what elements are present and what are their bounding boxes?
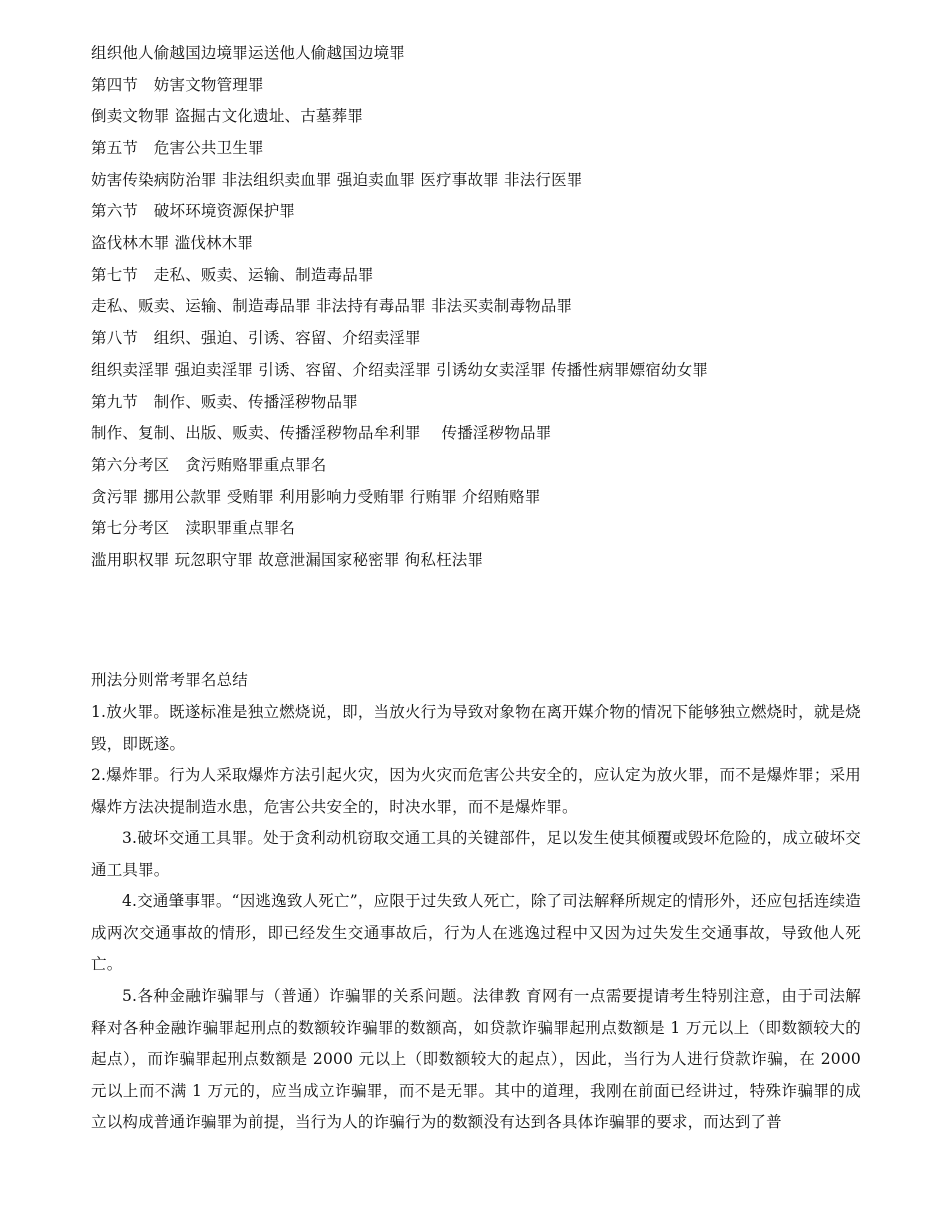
outline-line: 妨害传染病防治罪 非法组织卖血罪 强迫卖血罪 医疗事故罪 非法行医罪 (91, 171, 583, 189)
paragraph-financial-fraud: 5.各种金融诈骗罪与（普通）诈骗罪的关系问题。法律教 育网有一点需要提请考生特别注意，由于司法解释对各种金融诈骗罪起刑点的数额较诈骗罪的数额高，如贷款诈骗罪起刑点数额是 1 万元以上（即数额较大的起点），而诈骗罪起刑点数额是 2000 元以上（即数额较大的起点），因此，当行为人进行贷款诈骗，在 2000 元以上而不满 1 万元的，应当成立诈骗罪，而不是无罪。其中的道理，我刚在前面已经讲过，特殊诈骗罪的成立以构成普通诈骗罪为前提，当行为人的诈骗行为的数额没有达到各具体诈骗罪的要求，而达到了普 (91, 987, 861, 1131)
outline-line: 滥用职权罪 玩忽职守罪 故意泄漏国家秘密罪 徇私枉法罪 (91, 551, 484, 569)
summary-title: 刑法分则常考罪名总结 (91, 671, 249, 689)
paragraph-arson: 1.放火罪。既遂标准是独立燃烧说，即，当放火行为导致对象物在离开媒介物的情况下能够独立燃烧时，就是烧毁，即既遂。 (91, 703, 861, 753)
section-heading: 第七节 走私、贩卖、运输、制造毒品罪 (91, 266, 374, 284)
section-heading: 第五节 危害公共卫生罪 (91, 139, 264, 157)
section-heading: 第九节 制作、贩卖、传播淫秽物品罪 (91, 393, 358, 411)
paragraph-traffic-accident: 4.交通肇事罪。“因逃逸致人死亡”，应限于过失致人死亡，除了司法解释所规定的情形外，还应包括连续造成两次交通事故的情形，即已经发生交通事故后，行为人在逃逸过程中又因为过失发生交通事故，导致他人死亡。 (91, 892, 861, 973)
outline-line: 盗伐林木罪 滥伐林木罪 (91, 234, 254, 252)
outline-line: 走私、贩卖、运输、制造毒品罪 非法持有毒品罪 非法买卖制毒物品罪 (91, 297, 573, 315)
paragraph-explosion: 2.爆炸罪。行为人采取爆炸方法引起火灾，因为火灾而危害公共安全的，应认定为放火罪，而不是爆炸罪；采用爆炸方法决提制造水患，危害公共安全的，时决水罪，而不是爆炸罪。 (91, 766, 861, 816)
outline-line: 倒卖文物罪 盗掘古文化遗址、古墓葬罪 (91, 107, 364, 125)
outline-line: 贪污罪 挪用公款罪 受贿罪 利用影响力受贿罪 行贿罪 介绍贿赂罪 (91, 488, 541, 506)
section-heading: 第六分考区 贪污贿赂罪重点罪名 (91, 456, 327, 474)
section-heading: 第八节 组织、强迫、引诱、容留、介绍卖淫罪 (91, 329, 421, 347)
section-heading: 第四节 妨害文物管理罪 (91, 76, 264, 94)
section-heading: 第七分考区 渎职罪重点罪名 (91, 519, 296, 537)
outline-line: 组织他人偷越国边境罪运送他人偷越国边境罪 (91, 44, 406, 62)
paragraph-vehicle-damage: 3.破坏交通工具罪。处于贪利动机窃取交通工具的关键部件，足以发生使其倾覆或毁坏危险的，成立破坏交通工具罪。 (91, 829, 861, 879)
outline-line: 组织卖淫罪 强迫卖淫罪 引诱、容留、介绍卖淫罪 引诱幼女卖淫罪 传播性病罪嫖宿幼女罪 (91, 361, 709, 379)
outline-line: 制作、复制、出版、贩卖、传播淫秽物品牟利罪 传播淫秽物品罪 (91, 424, 552, 442)
section-heading: 第六节 破坏环境资源保护罪 (91, 202, 296, 220)
